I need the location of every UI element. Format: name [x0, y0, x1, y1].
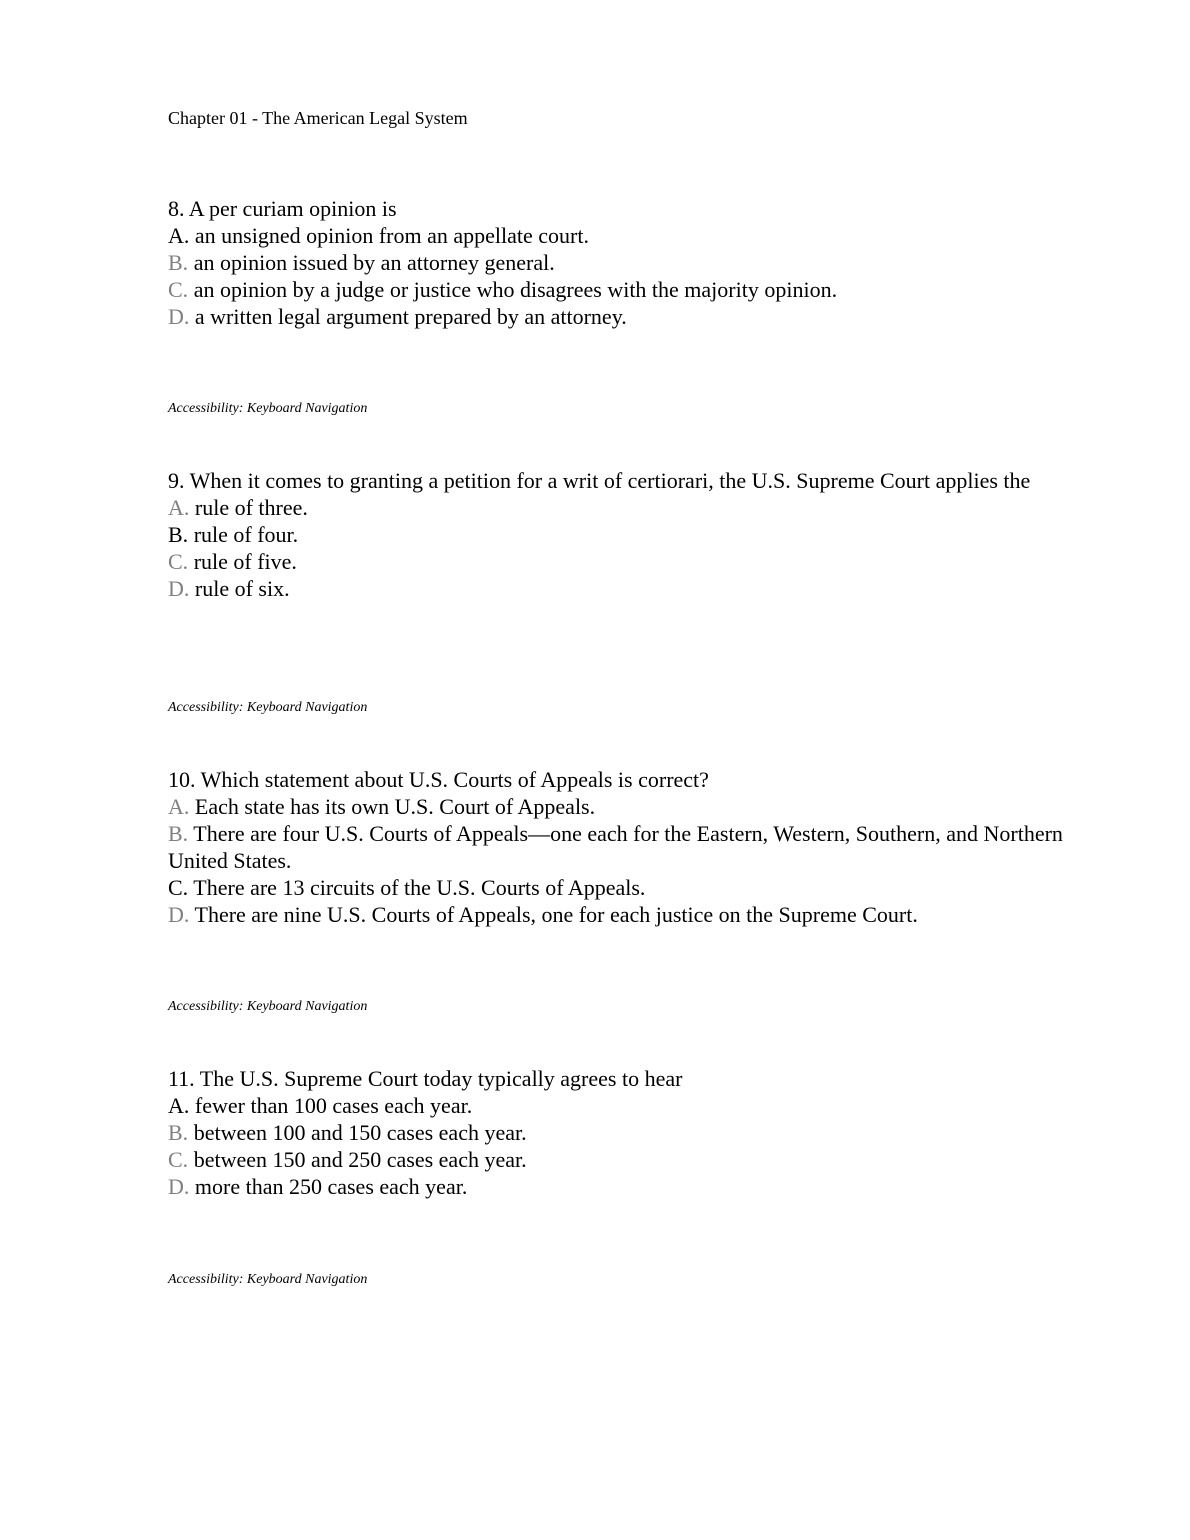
option-text: between 150 and 250 cases each year. — [193, 1147, 527, 1172]
option-text: an opinion issued by an attorney general. — [193, 250, 555, 275]
question-number: 10. — [168, 767, 196, 792]
option-letter: B. — [168, 250, 189, 275]
option-text: There are four U.S. Courts of Appeals—one each for the Eastern, Western, Southern, and Northern United States. — [168, 821, 1063, 873]
option-text: an unsigned opinion from an appellate court. — [194, 223, 589, 248]
accessibility-note: Accessibility: Keyboard Navigation — [168, 999, 368, 1014]
option-text: rule of five. — [193, 549, 297, 574]
option-c — [168, 874, 1068, 901]
question-9 — [168, 467, 1068, 602]
option-letter: C. — [168, 277, 189, 302]
option-b — [168, 521, 1068, 548]
option-text: between 100 and 150 cases each year. — [193, 1120, 527, 1145]
option-c — [168, 548, 1068, 575]
option-a — [168, 1092, 1068, 1119]
option-d — [168, 1173, 1068, 1200]
option-letter: C. — [168, 1147, 189, 1172]
option-text: fewer than 100 cases each year. — [194, 1093, 473, 1118]
question-text: A per curiam opinion is — [188, 196, 397, 221]
option-text: There are nine U.S. Courts of Appeals, one for each justice on the Supreme Court. — [194, 902, 918, 927]
question-stem — [168, 1065, 1068, 1092]
option-a — [168, 222, 1068, 249]
option-letter: D. — [168, 576, 190, 601]
option-letter: A. — [168, 794, 190, 819]
question-stem — [168, 467, 1068, 494]
question-number: 11. — [168, 1066, 195, 1091]
option-text: rule of three. — [194, 495, 308, 520]
option-text: more than 250 cases each year. — [194, 1174, 468, 1199]
option-letter: C. — [168, 875, 189, 900]
question-11 — [168, 1065, 1068, 1200]
option-text: There are 13 circuits of the U.S. Courts of Appeals. — [193, 875, 646, 900]
option-letter: D. — [168, 902, 190, 927]
option-c — [168, 1146, 1068, 1173]
question-stem — [168, 766, 1068, 793]
question-text: Which statement about U.S. Courts of Appeals is correct? — [200, 767, 709, 792]
option-b — [168, 820, 1068, 874]
option-a — [168, 494, 1068, 521]
option-a — [168, 793, 1068, 820]
option-letter: A. — [168, 1093, 190, 1118]
option-text: rule of six. — [194, 576, 290, 601]
option-text: a written legal argument prepared by an attorney. — [194, 304, 627, 329]
accessibility-note: Accessibility: Keyboard Navigation — [168, 1272, 368, 1287]
option-b — [168, 249, 1068, 276]
option-text: rule of four. — [193, 522, 299, 547]
option-c — [168, 276, 1068, 303]
question-number: 9. — [168, 468, 185, 493]
page-header: Chapter 01 - The American Legal System — [168, 108, 468, 128]
option-letter: D. — [168, 304, 190, 329]
option-letter: B. — [168, 821, 189, 846]
option-b — [168, 1119, 1068, 1146]
option-letter: A. — [168, 495, 190, 520]
question-8 — [168, 195, 1068, 330]
accessibility-note: Accessibility: Keyboard Navigation — [168, 700, 368, 715]
option-letter: B. — [168, 1120, 189, 1145]
option-letter: B. — [168, 522, 189, 547]
option-letter: A. — [168, 223, 190, 248]
question-text: The U.S. Supreme Court today typically agrees to hear — [199, 1066, 683, 1091]
question-number: 8. — [168, 196, 185, 221]
question-stem — [168, 195, 1068, 222]
option-d — [168, 575, 1068, 602]
question-text: When it comes to granting a petition for a writ of certiorari, the U.S. Supreme Court applies the — [189, 468, 1031, 493]
option-letter: C. — [168, 549, 189, 574]
option-letter: D. — [168, 1174, 190, 1199]
accessibility-note: Accessibility: Keyboard Navigation — [168, 401, 368, 416]
question-10 — [168, 766, 1068, 928]
option-d — [168, 303, 1068, 330]
option-d — [168, 901, 1068, 928]
option-text: Each state has its own U.S. Court of Appeals. — [194, 794, 596, 819]
option-text: an opinion by a judge or justice who disagrees with the majority opinion. — [193, 277, 838, 302]
